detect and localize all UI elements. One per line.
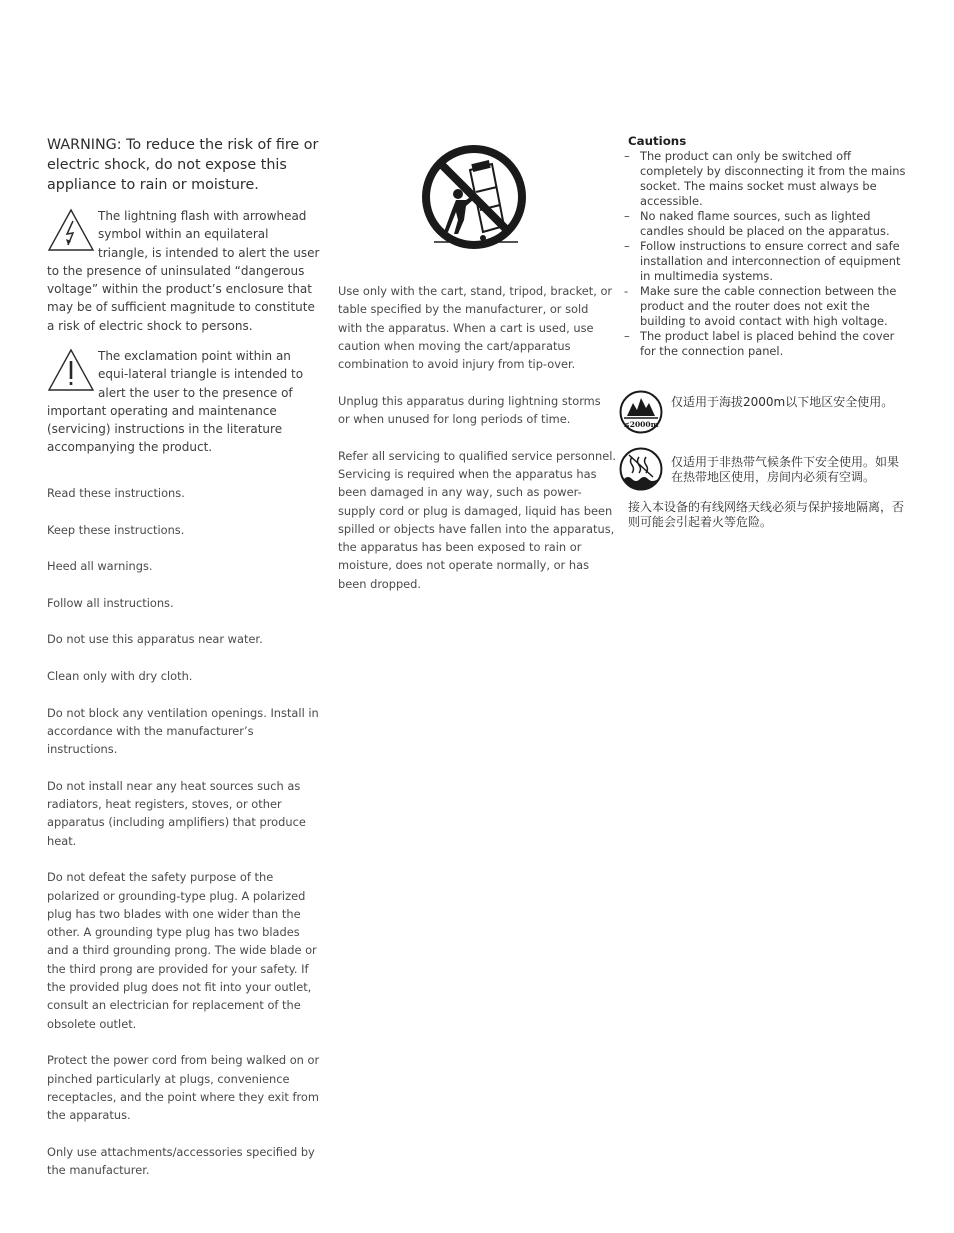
cautions-list: [622, 149, 907, 359]
climate-note: 仅适用于非热带气候条件下安全使用。如果在热带地区使用，房间内必须有空调。: [671, 455, 900, 484]
exclamation-notice-text: The exclamation point within an equi-lateral triangle is intended to alert the user to the presence of important operating and maintenance (servicing) instructions in the literature accompanying the product.: [47, 349, 304, 455]
caution-dash: –: [624, 209, 630, 223]
column2-text: [338, 282, 617, 611]
altitude-note: 仅适用于海拔2000m以下地区安全使用。: [671, 395, 894, 409]
caution-dash: –: [624, 239, 630, 253]
instruction-item: Do not defeat the safety purpose of the polarized or grounding-type plug. A polarized plug has two blades with one wider than the other. A grounding type plug has two blades and a third grounding prong. The wide blade or the third prong are provided for your safety. If the provided plug does not fit into your outlet, consult an electrician for replacement of the obsolete outlet.: [47, 870, 317, 1031]
caution-text: The product label is placed behind the cover for the connection panel.: [640, 329, 895, 358]
non-tropical-climate-icon: [619, 447, 663, 491]
cautions-title: Cautions: [628, 134, 687, 148]
altitude-2000m-icon: [619, 390, 663, 434]
cautions-section: [622, 133, 907, 359]
instructions-list: [47, 484, 322, 1198]
instruction-item: Follow all instructions.: [47, 595, 174, 610]
instruction-item: Heed all warnings.: [47, 559, 153, 574]
antenna-note: 接入本设备的有线网络天线必须与保护接地隔离，否则可能会引起着火等危险。: [628, 500, 905, 529]
caution-item: [622, 149, 907, 209]
instruction-item: Do not install near any heat sources such as radiators, heat registers, stoves, or other apparatus (including amplifiers) that produce heat.: [47, 778, 306, 848]
instruction-item: Only use attachments/accessories specified by the manufacturer.: [47, 1144, 315, 1177]
unplug-paragraph: Unplug this apparatus during lightning storms or when unused for long periods of time.: [338, 393, 601, 427]
caution-text: Make sure the cable connection between the product and the router does not exit the building to avoid contact with high voltage.: [640, 284, 897, 328]
caution-item: [622, 209, 907, 239]
instruction-item: Read these instructions.: [47, 486, 185, 500]
caution-dash: –: [624, 329, 630, 343]
lightning-notice-text: The lightning flash with arrowhead symbol within an equilateral triangle, is intended to alert the user to the presence of uninsulated “dangerous voltage” within the product’s enclosure that may be of sufficient magnitude to constitute a risk of electric shock to persons.: [47, 209, 320, 333]
exclamation-notice: [47, 347, 322, 457]
instruction-item: Protect the power cord from being walked on or pinched particularly at plugs, convenience receptacles, and the point where they exit from the apparatus.: [47, 1053, 320, 1123]
instruction-item: Keep these instructions.: [47, 522, 185, 537]
servicing-paragraph: Refer all servicing to qualified service personnel. Servicing is required when the apparatus has been damaged in any way, such as power-supply cord or plug is damaged, liquid has been spilled or objects have fallen into the apparatus, the apparatus has been exposed to rain or moisture, does not operate normally, or has been dropped.: [338, 448, 617, 591]
caution-item: [622, 239, 907, 284]
cart-warning-paragraph: Use only with the cart, stand, tripod, bracket, or table specified by the manufacturer, or sold with the apparatus. When a cart is used, use caution when moving the cart/apparatus combination to avoid injury from tip-over.: [338, 284, 613, 372]
cart-tipover-warning-icon: [420, 144, 528, 250]
caution-dash: –: [624, 149, 630, 163]
caution-text: Follow instructions to ensure correct and safe installation and interconnection of equipment in multimedia systems.: [640, 239, 901, 283]
instruction-item: Do not use this apparatus near water.: [47, 632, 263, 647]
lightning-notice: [47, 207, 322, 335]
instruction-item: Clean only with dry cloth.: [47, 668, 193, 683]
caution-dash: -: [624, 284, 629, 298]
lightning-triangle-icon: [47, 207, 97, 253]
instruction-item: Do not block any ventilation openings. Install in accordance with the manufacturer’s instructions.: [47, 705, 319, 757]
caution-text: The product can only be switched off completely by disconnecting it from the mains socket. The mains socket must always be accessible.: [640, 149, 906, 208]
caution-text: No naked flame sources, such as lighted candles should be placed on the apparatus.: [640, 209, 890, 238]
caution-item: [622, 329, 907, 359]
exclamation-triangle-icon: [47, 347, 97, 393]
altitude-icon-label: ≤2000m: [623, 420, 659, 429]
warning-heading: WARNING: To reduce the risk of fire or electric shock, do not expose this appliance to rain or moisture.: [47, 137, 319, 193]
caution-item: [622, 284, 907, 329]
